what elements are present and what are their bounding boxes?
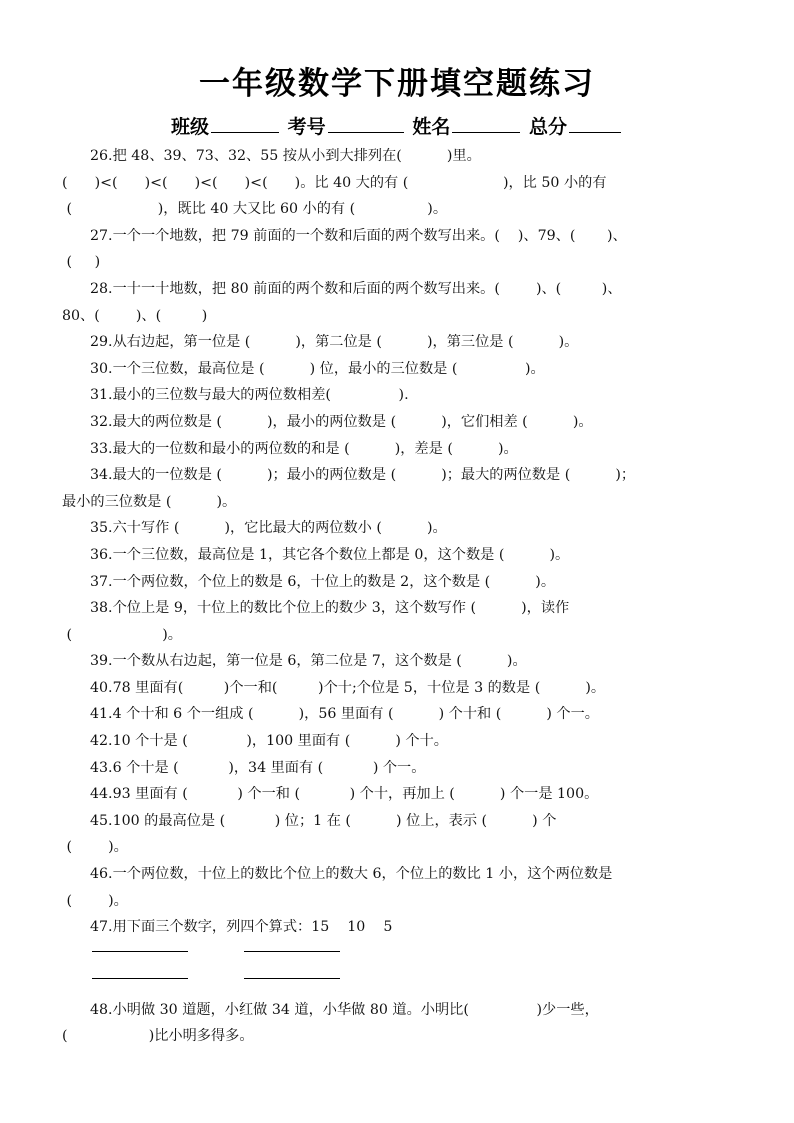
question-text[interactable]: 27.一个一个地数，把 79 前面的一个数和后面的两个数写出来。( )、79、( )、 [90, 227, 627, 244]
question-32[interactable]: 32.最大的两位数是 ( )，最小的两位数是 ( )，它们相差 ( )。 [90, 413, 593, 430]
class-blank[interactable] [211, 114, 279, 133]
score-label: 总分 [528, 116, 567, 138]
question-48 [62, 997, 742, 1050]
question-text-cont[interactable]: ( ) [62, 254, 101, 271]
question-41[interactable]: 41.4 个十和 6 个一组成 ( )，56 里面有 ( ) 个十和 ( ) 个一。 [90, 706, 599, 723]
answer-lines [90, 947, 742, 997]
question-36[interactable]: 36.一个三位数，最高位是 1，其它各个数位上都是 0，这个数是 ( )。 [90, 546, 570, 563]
question-44[interactable]: 44.93 里面有 ( ) 个一和 ( ) 个十，再加上 ( ) 个一是 100。 [90, 786, 599, 803]
question-46 [62, 861, 742, 914]
question-text[interactable]: 38.个位上是 9，十位上的数比个位上的数少 3，这个数写作 ( )，读作 [90, 600, 570, 617]
question-43[interactable]: 43.6 个十是 ( )，34 里面有 ( ) 个一。 [90, 759, 426, 776]
question-34 [62, 462, 742, 515]
question-33[interactable]: 33.最大的一位数和最小的两位数的和是 ( )，差是 ( )。 [90, 440, 518, 457]
question-38 [62, 595, 742, 648]
question-26 [62, 143, 742, 223]
question-text-cont[interactable]: 最小的三位数是 ( )。 [62, 493, 237, 510]
question-47 [62, 914, 742, 997]
exam-no-label: 考号 [287, 116, 326, 138]
question-text-cont[interactable]: 80、( )、( ) [62, 307, 208, 324]
student-info-row [0, 112, 794, 139]
question-42[interactable]: 42.10 个十是 ( )，100 里面有 ( ) 个十。 [90, 733, 448, 750]
question-35[interactable]: 35.六十写作 ( )，它比最大的两位数小 ( )。 [90, 520, 447, 537]
question-list [62, 143, 742, 1050]
question-text-cont[interactable]: ( )。 [62, 626, 182, 643]
question-text[interactable]: 26.把 48、39、73、32、55 按从小到大排列在( )里。 [90, 148, 481, 164]
question-45 [62, 808, 742, 861]
class-label: 班级 [171, 116, 210, 138]
question-27 [62, 223, 742, 276]
question-text[interactable]: 28.一十一十地数，把 80 前面的两个数和后面的两个数写出来。( )、( )、 [90, 280, 622, 297]
name-label: 姓名 [412, 116, 451, 138]
question-text-cont[interactable]: ( )<( )<( )<( )<( )。比 40 大的有 ( )，比 50 小的有 [62, 174, 607, 191]
answer-line-1[interactable] [92, 951, 188, 952]
answer-line-3[interactable] [92, 978, 188, 979]
question-text-cont[interactable]: ( )。 [62, 892, 128, 909]
page-title: 一年级数学下册填空题练习 [199, 66, 595, 102]
answer-line-2[interactable] [244, 951, 340, 952]
question-text-cont[interactable]: ( )，既比 40 大又比 60 小的有 ( )。 [62, 201, 448, 218]
exam-no-blank[interactable] [328, 114, 404, 133]
question-39[interactable]: 39.一个数从右边起，第一位是 6，第二位是 7，这个数是 ( )。 [90, 653, 527, 670]
question-text[interactable]: 46.一个两位数，十位上的数比个位上的数大 6，个位上的数比 1 小，这个两位数是 [90, 866, 613, 883]
question-31[interactable]: 31.最小的三位数与最大的两位数相差( ). [90, 387, 409, 404]
question-text-cont[interactable]: ( )。 [62, 839, 128, 856]
question-37[interactable]: 37.一个两位数，个位上的数是 6，十位上的数是 2，这个数是 ( )。 [90, 573, 556, 590]
answer-line-4[interactable] [244, 978, 340, 979]
question-40[interactable]: 40.78 里面有( )个一和( )个十;个位是 5，十位是 3 的数是 ( )。 [90, 679, 606, 696]
name-blank[interactable] [452, 114, 520, 133]
question-text[interactable]: 34.最大的一位数是 ( )；最小的两位数是 ( )；最大的两位数是 ( )； [90, 467, 636, 484]
question-29[interactable]: 29.从右边起，第一位是 ( )，第二位是 ( )，第三位是 ( )。 [90, 334, 579, 351]
question-28 [62, 276, 742, 329]
question-text[interactable]: 45.100 的最高位是 ( ) 位；1 在 ( ) 位上，表示 ( ) 个 [90, 812, 557, 829]
question-text[interactable]: 48.小明做 30 道题，小红做 34 道，小华做 80 道。小明比( )少一些， [90, 1001, 599, 1018]
question-text-cont[interactable]: ( )比小明多得多。 [62, 1028, 254, 1045]
score-blank[interactable] [569, 114, 621, 133]
question-text[interactable]: 47.用下面三个数字，列四个算式：15 10 5 [90, 919, 393, 936]
question-30[interactable]: 30.一个三位数，最高位是 ( ) 位，最小的三位数是 ( )。 [90, 360, 545, 377]
